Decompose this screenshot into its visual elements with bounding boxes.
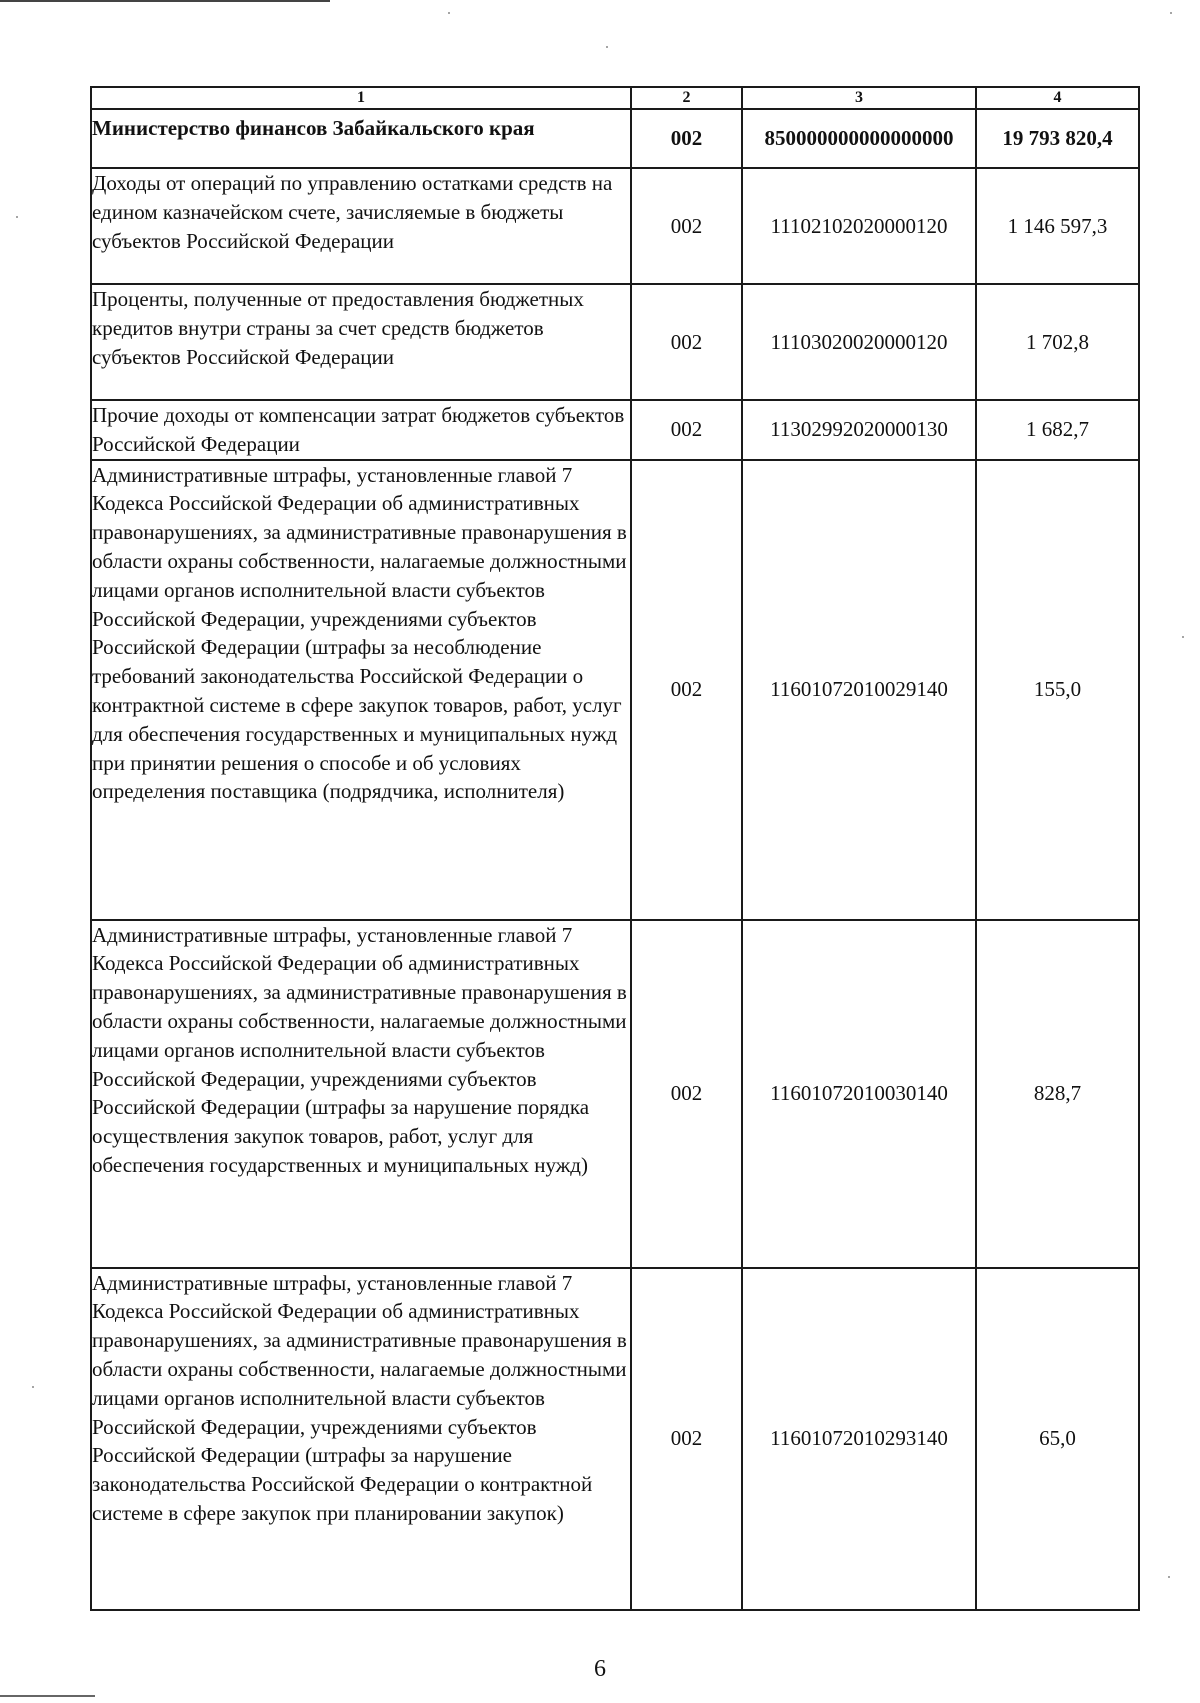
scan-speck bbox=[1170, 12, 1172, 14]
revenue-table bbox=[90, 86, 1140, 1611]
row-admin-code: 002 bbox=[631, 168, 742, 284]
ministry-row bbox=[91, 109, 1139, 168]
row-admin-code: 002 bbox=[631, 400, 742, 460]
row-description: Административные штрафы, установленные главой 7 Кодекса Российской Федерации об административных правонарушениях, за административные правонарушения в области охраны собственности, налагаемые должностными лицами органов исполнительной власти субъектов Российской Федерации, учреждениями субъектов Российской Федерации (штрафы за нарушение законодательства Российской Федерации о контрактной системе в сфере закупок при планировании закупок) bbox=[91, 1268, 631, 1610]
row-amount: 828,7 bbox=[976, 920, 1139, 1268]
row-description: Доходы от операций по управлению остатками средств на едином казначейском счете, зачисляемые в бюджеты субъектов Российской Федерации bbox=[91, 168, 631, 284]
row-admin-code: 002 bbox=[631, 460, 742, 920]
row-budget-code: 11302992020000130 bbox=[742, 400, 976, 460]
column-number-row bbox=[91, 87, 1139, 109]
row-budget-code: 11103020020000120 bbox=[742, 284, 976, 400]
row-budget-code: 11102102020000120 bbox=[742, 168, 976, 284]
table-row bbox=[91, 284, 1139, 400]
row-admin-code: 002 bbox=[631, 920, 742, 1268]
table-row bbox=[91, 400, 1139, 460]
row-amount: 65,0 bbox=[976, 1268, 1139, 1610]
row-admin-code: 002 bbox=[631, 284, 742, 400]
row-description: Прочие доходы от компенсации затрат бюджетов субъектов Российской Федерации bbox=[91, 400, 631, 460]
column-number: 1 bbox=[91, 87, 631, 109]
row-description: Проценты, полученные от предоставления бюджетных кредитов внутри страны за счет средств бюджетов субъектов Российской Федерации bbox=[91, 284, 631, 400]
row-budget-code: 11601072010293140 bbox=[742, 1268, 976, 1610]
page-number: 6 bbox=[594, 1656, 606, 1682]
table-row bbox=[91, 460, 1139, 920]
ministry-name: Министерство финансов Забайкальского края bbox=[91, 109, 631, 168]
row-description: Административные штрафы, установленные главой 7 Кодекса Российской Федерации об административных правонарушениях, за административные правонарушения в области охраны собственности, налагаемые должностными лицами органов исполнительной власти субъектов Российской Федерации, учреждениями субъектов Российской Федерации (штрафы за несоблюдение требований законодательства Российской Федерации о контрактной системе в сфере закупок товаров, работ, услуг для обеспечения государственных и муниципальных нужд при принятии решения о способе и об условиях определения поставщика (подрядчика, исполнителя) bbox=[91, 460, 631, 920]
row-budget-code: 11601072010029140 bbox=[742, 460, 976, 920]
column-number: 2 bbox=[631, 87, 742, 109]
scan-speck bbox=[1168, 1576, 1170, 1578]
ministry-amount: 19 793 820,4 bbox=[976, 109, 1139, 168]
table-row bbox=[91, 1268, 1139, 1610]
ministry-budget-code: 850000000000000000 bbox=[742, 109, 976, 168]
column-number: 4 bbox=[976, 87, 1139, 109]
column-number: 3 bbox=[742, 87, 976, 109]
row-amount: 1 702,8 bbox=[976, 284, 1139, 400]
scan-speck bbox=[448, 12, 450, 14]
table-row bbox=[91, 168, 1139, 284]
scan-speck bbox=[32, 1386, 34, 1388]
row-amount: 1 682,7 bbox=[976, 400, 1139, 460]
scan-edge-top bbox=[0, 0, 330, 2]
table-row bbox=[91, 920, 1139, 1268]
row-description: Административные штрафы, установленные главой 7 Кодекса Российской Федерации об административных правонарушениях, за административные правонарушения в области охраны собственности, налагаемые должностными лицами органов исполнительной власти субъектов Российской Федерации, учреждениями субъектов Российской Федерации (штрафы за нарушение порядка осуществления закупок товаров, работ, услуг для обеспечения государственных и муниципальных нужд) bbox=[91, 920, 631, 1268]
row-budget-code: 11601072010030140 bbox=[742, 920, 976, 1268]
row-admin-code: 002 bbox=[631, 1268, 742, 1610]
ministry-admin-code: 002 bbox=[631, 109, 742, 168]
scan-speck bbox=[1182, 636, 1184, 638]
scan-speck bbox=[16, 216, 18, 218]
scan-edge-bottom bbox=[0, 1695, 95, 1697]
row-amount: 155,0 bbox=[976, 460, 1139, 920]
scan-speck bbox=[606, 46, 608, 48]
row-amount: 1 146 597,3 bbox=[976, 168, 1139, 284]
